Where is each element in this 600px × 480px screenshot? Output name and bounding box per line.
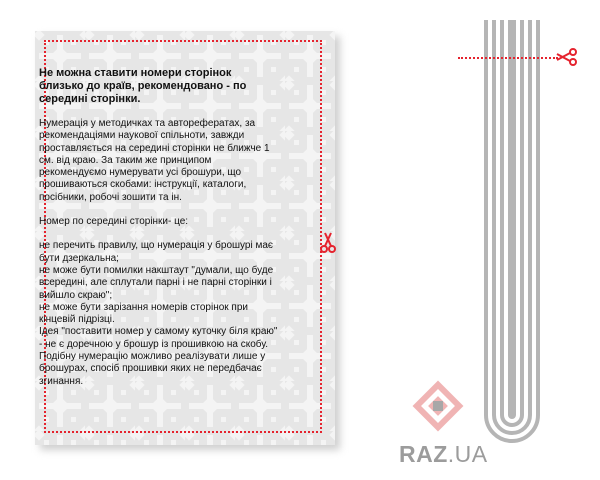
list-item: не перечить правилу, що нумерація у брошурі має бути дзеркальна;: [39, 240, 274, 264]
diamond-logo-icon: [412, 380, 464, 432]
rule-list: [39, 240, 279, 388]
list-item: Ідея "поставити номер у самому куточку біля краю" - не є доречною у брошур із прошивкою на скобу. Подібну нумерацію можливо реалізувати лише у брошурах, спосіб прошивки яких не передбачає згинання.: [39, 326, 278, 387]
booklet-illustration: [482, 20, 542, 470]
page-title: Не можна ставити номери сторінок близько до країв, рекомендовано - по середині сторінки.: [39, 67, 247, 105]
scissors-icon: [556, 48, 578, 66]
page-content: [39, 67, 279, 388]
site-logo[interactable]: [399, 441, 488, 468]
scissors-icon: [320, 232, 336, 254]
body-paragraph: Нумерація у методичках та авторефератах, за рекомендаціями наукової спільноти, завжди проставляється на середині сторінки не ближче 1 см. від краю. За таким же принципом рекомендуємо нумерувати усі брошури, що прошиваються скобами: інструкції, каталоги, посібники, робочі зошити та ін.: [39, 118, 270, 203]
logo-domain: .UA: [447, 441, 488, 467]
booklet-cut-line: [458, 57, 558, 59]
list-item: не може бути помилки накштаут "думали, що буде всередині, але сплутали парні і не парні сторінки і вийшло скраю";: [39, 264, 274, 301]
subheading: Номер по середині сторінки- це:: [39, 216, 189, 228]
list-item: не може бути зарізання номерів сторінок при кінцевій підрізці.: [39, 301, 248, 326]
logo-name: RAZ: [399, 441, 448, 467]
